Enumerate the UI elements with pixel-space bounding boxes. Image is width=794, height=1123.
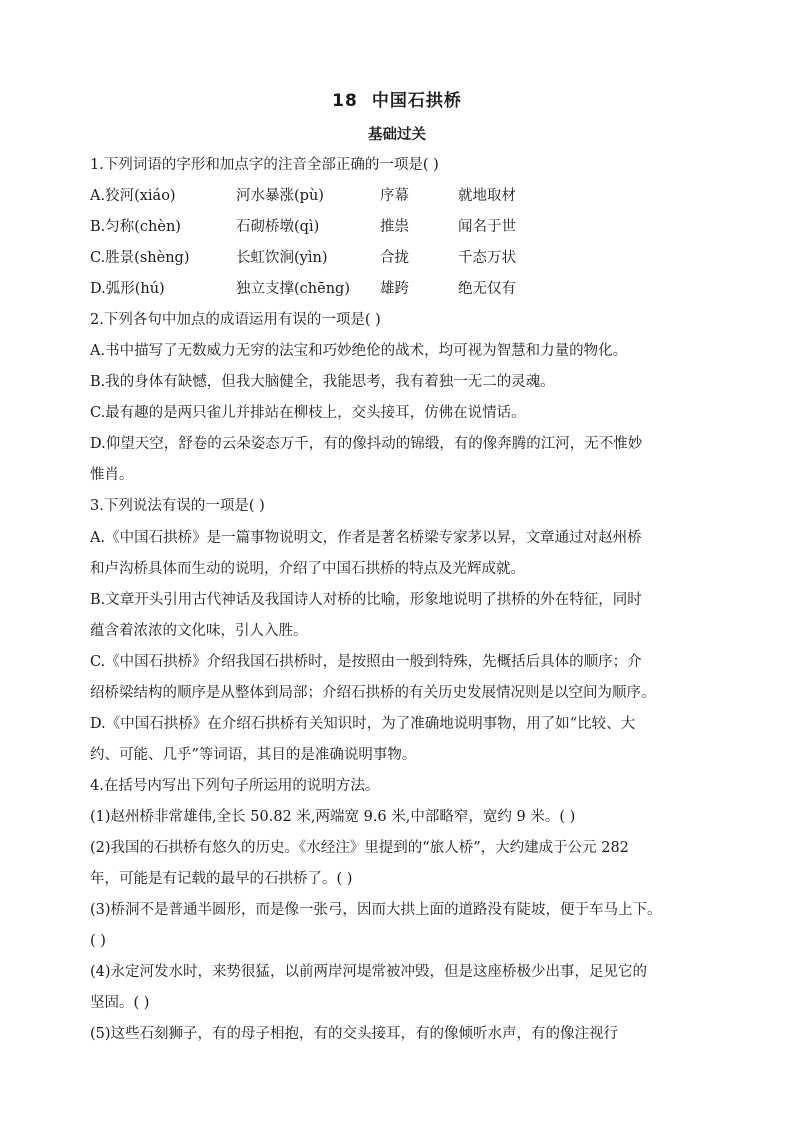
q3-option-d-line2: 约、可能、几乎”等词语，其目的是准确说明事物。 [90, 747, 417, 763]
q4-sentence-5-line1: (5)这些石刻狮子，有的母子相抱，有的交头接耳，有的像倾听水声，有的像注视行 [90, 1026, 619, 1042]
q1-c-word4: 千态万状 [458, 250, 516, 266]
q1-b-word4: 闻名于世 [458, 219, 516, 235]
q1-d-word4: 绝无仅有 [458, 281, 516, 297]
q2-option-d-line2: 惟肖。 [90, 467, 134, 483]
q2-stem: 2.下列各句中加点的成语运用有误的一项是( ) [90, 312, 381, 328]
q1-d-word3: 雄跨 [380, 281, 409, 297]
q2-option-b: B.我的身体有缺憾，但我大脑健全，我能思考，我有着独一无二的灵魂。 [90, 374, 555, 390]
q1-b-word2: 石砌桥墩(qì) [236, 219, 320, 235]
q3-option-c-line2: 绍桥梁结构的顺序是从整体到局部；介绍石拱桥的有关历史发展情况则是以空间为顺序。 [90, 685, 656, 701]
q1-d-word2: 独立支撑(chēng) [236, 281, 350, 297]
q4-sentence-3-line1: (3)桥洞不是普通半圆形，而是像一张弓，因而大拱上面的道路没有陡坡，便于车马上下。 [90, 902, 662, 918]
q4-sentence-1: (1)赵州桥非常雄伟,全长 50.82 米,两端宽 9.6 米,中部略窄，宽约 9 米。( ) [90, 809, 576, 825]
lesson-number: 18 [332, 91, 358, 111]
lesson-name: 中国石拱桥 [371, 91, 462, 111]
section-heading: 基础过关 [368, 127, 426, 143]
q4-sentence-2-line1: (2)我国的石拱桥有悠久的历史。《水经注》里提到的“旅人桥”，大约建成于公元 282 [90, 840, 629, 856]
q3-option-a-line1: A.《中国石拱桥》是一篇事物说明文，作者是著名桥梁专家茅以昇，文章通过对赵州桥 [90, 530, 642, 546]
q2-option-c: C.最有趣的是两只雀儿并排站在柳枝上，交头接耳，仿佛在说情话。 [90, 405, 526, 421]
q2-option-d-line1: D.仰望天空，舒卷的云朵姿态万千，有的像抖动的锦缎，有的像奔腾的江河，无不惟妙 [90, 436, 643, 452]
q2-option-a: A.书中描写了无数威力无穷的法宝和巧妙绝伦的战术，均可视为智慧和力量的物化。 [90, 343, 628, 359]
q4-sentence-4-line1: (4)永定河发水时，来势很猛，以前两岸河堤常被冲毁，但是这座桥极少出事，足见它的 [90, 964, 648, 980]
lesson-title [0, 86, 794, 111]
q1-c-word2: 长虹饮涧(yìn) [236, 250, 328, 266]
q3-option-a-line2: 和卢沟桥具体而生动的说明，介绍了中国石拱桥的特点及光辉成就。 [90, 561, 525, 577]
q1-a-word1: A.狡河(xiáo) [90, 188, 176, 204]
q1-b-word1: B.匀称(chèn) [90, 219, 181, 235]
q3-option-b-line2: 蕴含着浓浓的文化味，引人入胜。 [90, 623, 308, 639]
q1-b-word3: 推祟 [380, 219, 409, 235]
q4-sentence-2-line2: 年，可能是有记载的最早的石拱桥了。( ) [90, 871, 353, 887]
q3-option-c-line1: C.《中国石拱桥》介绍我国石拱桥时，是按照由一般到特殊，先概括后具体的顺序；介 [90, 654, 642, 670]
q3-option-d-line1: D.《中国石拱桥》在介绍石拱桥有关知识时，为了准确地说明事物，用了如“比较、大 [90, 716, 636, 732]
q3-option-b-line1: B.文章开头引用古代神话及我国诗人对桥的比喻，形象地说明了拱桥的外在特征，同时 [90, 592, 642, 608]
q1-a-word3: 序幕 [380, 188, 409, 204]
q1-a-word4: 就地取材 [458, 188, 516, 204]
q3-stem: 3.下列说法有误的一项是( ) [90, 498, 265, 514]
q1-c-word1: C.胜景(shèng) [90, 250, 190, 266]
q4-stem: 4.在括号内写出下列句子所运用的说明方法。 [90, 778, 380, 794]
q4-sentence-4-line2: 坚固。( ) [90, 995, 150, 1011]
q1-c-word3: 合拢 [380, 250, 409, 266]
q1-stem: 1.下列词语的字形和加点字的注音全部正确的一项是( ) [90, 157, 439, 173]
q1-a-word2: 河水暴涨(pù) [236, 188, 324, 204]
q4-sentence-3-line2: ( ) [90, 933, 106, 949]
q1-d-word1: D.弧形(hú) [90, 281, 165, 297]
